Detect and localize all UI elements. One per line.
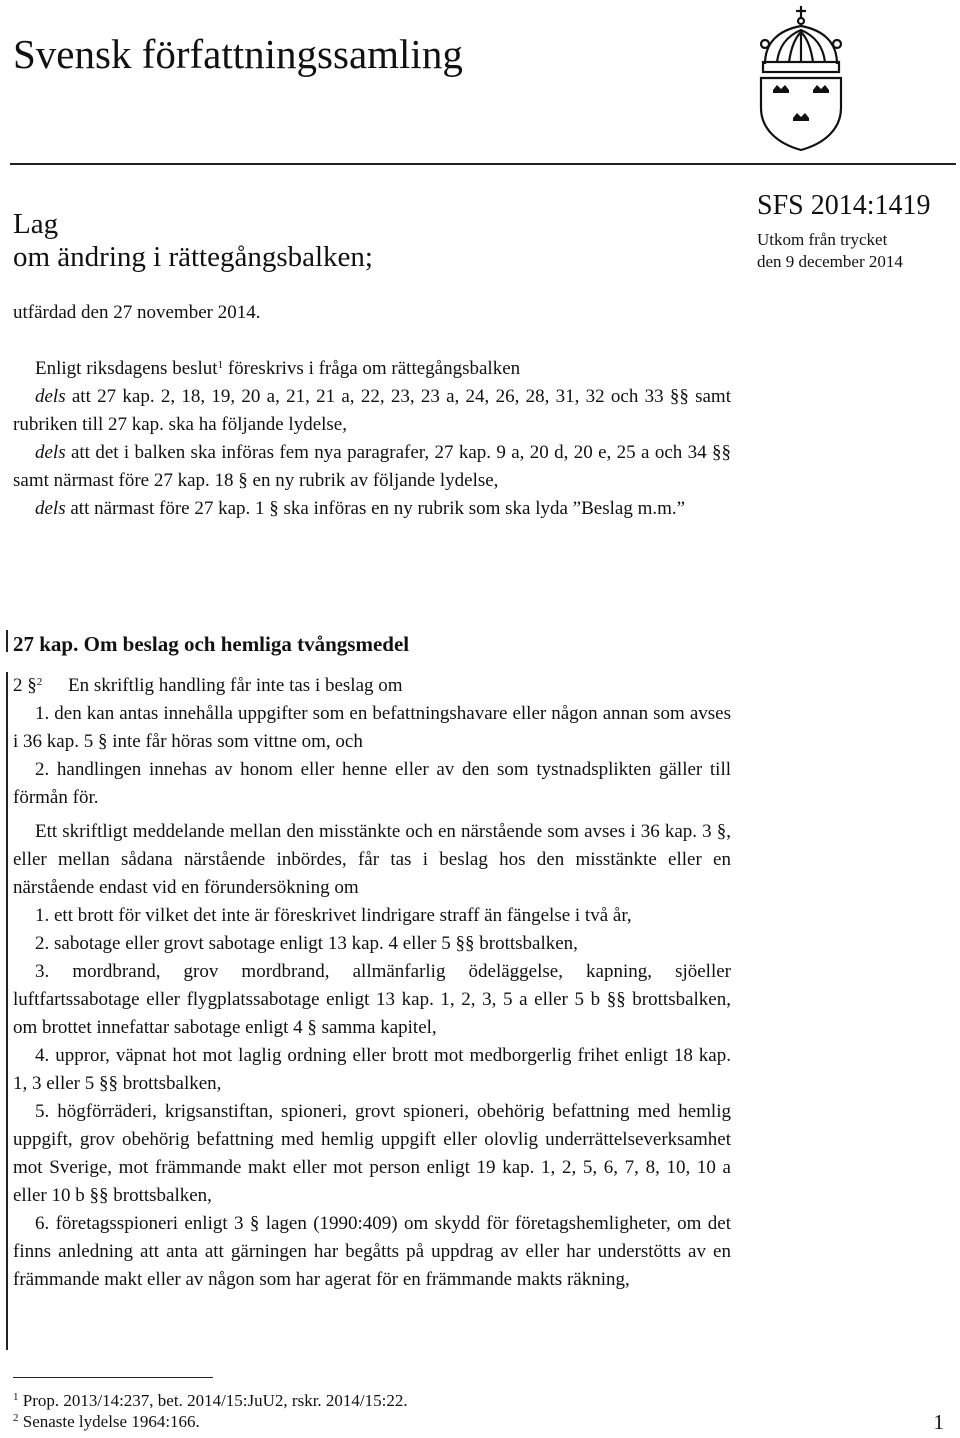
list-item: 3. mordbrand, grov mordbrand, allmänfarlig ödeläggelse, kapning, sjöeller luftfartssabotage eller flygplatssabotage enligt 13 kap. 1, 2, 3, 5 a eller 5 b §§ brottsbalken, om brottet innefattar sabotage enligt 4 § samma kapitel, bbox=[13, 961, 731, 1038]
footnote-mark: 2 bbox=[13, 1412, 19, 1424]
footnote-text: Prop. 2013/14:237, bet. 2014/15:JuU2, rskr. 2014/15:22. bbox=[18, 1391, 408, 1410]
section-number-text: 2 § bbox=[13, 675, 37, 696]
preamble-intro bbox=[13, 355, 731, 383]
preamble-clause-1 bbox=[13, 383, 731, 439]
preamble-clause-3-text: att närmast före 27 kap. 1 § ska införas en ny rubrik som ska lyda ”Beslag m.m.” bbox=[65, 498, 686, 519]
law-title-line-1: Lag bbox=[13, 208, 59, 240]
preamble-clause-2-text: att det i balken ska införas fem nya paragrafer, 27 kap. 9 a, 20 d, 20 e, 25 a och 34 §§ samt närmast före 27 kap. 18 § en ny rubrik av följande lydelse, bbox=[13, 442, 731, 491]
section-intro bbox=[13, 672, 731, 700]
header-rule bbox=[10, 163, 956, 165]
law-title-line-2: om ändring i rättegångsbalken; bbox=[13, 241, 373, 273]
list-item: 1. den kan antas innehålla uppgifter som en befattningshavare eller någon annan som avses i 36 kap. 5 § inte får höras som vittne om, och bbox=[13, 703, 731, 752]
paragraph: Ett skriftligt meddelande mellan den misstänkte och en närstående som avses i 36 kap. 3 §, eller mellan sådana närstående inbördes, får tas i beslag hos den misstänkte eller en närstående endast vid en förundersökning om bbox=[13, 821, 731, 898]
footnote-2 bbox=[13, 1411, 408, 1432]
preamble bbox=[13, 355, 731, 523]
section-intro-text: En skriftlig handling får inte tas i beslag om bbox=[68, 675, 403, 696]
footnote-1 bbox=[13, 1390, 408, 1411]
footnote-text: Senaste lydelse 1964:166. bbox=[18, 1412, 200, 1431]
preamble-intro-text: Enligt riksdagens beslut bbox=[35, 358, 218, 379]
section-2 bbox=[13, 672, 731, 1294]
issued-date: utfärdad den 27 november 2014. bbox=[13, 302, 261, 323]
footnote-rule bbox=[13, 1377, 213, 1378]
publication-line-1: Utkom från trycket bbox=[757, 230, 888, 249]
series-title: Svensk författningssamling bbox=[13, 31, 463, 77]
publication-date bbox=[757, 229, 957, 273]
list-item: 2. handlingen innehas av honom eller henne eller av den som tystnadsplikten gäller till förmån för. bbox=[13, 759, 731, 808]
dels-marker: dels bbox=[35, 498, 66, 519]
footnote-ref-1: 1 bbox=[217, 359, 224, 371]
list-item: 6. företagsspioneri enligt 3 § lagen (1990:409) om skydd för företagshemligheter, om det finns anledning att anta att gärningen har begåtts på uppdrag av eller har understötts av en främmande makt eller av någon som har agerat för en främmande makts räkning, bbox=[13, 1213, 731, 1290]
law-title bbox=[13, 208, 373, 274]
change-bar bbox=[6, 630, 8, 652]
footnote-mark: 1 bbox=[13, 1391, 19, 1403]
list-item: 5. högförräderi, krigsanstiftan, spioneri, grovt spioneri, obehörig befattning med hemlig uppgift, grov obehörig befattning med hemlig uppgift eller olovlig underrättelseverksamhet mot Sverige, mot främmande makt eller mot person enligt 19 kap. 1, 2, 5, 6, 7, 8, 10, 10 a eller 10 b §§ brottsbalken, bbox=[13, 1101, 731, 1206]
sfs-number: SFS 2014:1419 bbox=[757, 190, 931, 221]
dels-marker: dels bbox=[35, 386, 66, 407]
swedish-coat-of-arms-icon bbox=[755, 4, 847, 152]
list-item: 4. uppror, väpnat hot mot laglig ordning eller brott mot medborgerlig frihet enligt 18 kap. 1, 3 eller 5 §§ brottsbalken, bbox=[13, 1045, 731, 1094]
publication-line-2: den 9 december 2014 bbox=[757, 252, 903, 271]
footnote-ref-2: 2 bbox=[36, 676, 43, 688]
preamble-clause-3 bbox=[13, 495, 731, 523]
preamble-clause-2 bbox=[13, 439, 731, 495]
section-number bbox=[13, 672, 68, 700]
list-item: 2. sabotage eller grovt sabotage enligt 13 kap. 4 eller 5 §§ brottsbalken, bbox=[35, 933, 578, 954]
preamble-clause-1-text: att 27 kap. 2, 18, 19, 20 a, 21, 21 a, 22, 23, 23 a, 24, 26, 28, 31, 32 och 33 §§ samt rubriken till 27 kap. ska ha följande lydelse, bbox=[13, 386, 731, 435]
chapter-title: 27 kap. Om beslag och hemliga tvångsmedel bbox=[13, 632, 410, 656]
sfs-block bbox=[757, 189, 957, 273]
footnotes bbox=[13, 1390, 408, 1432]
preamble-intro-text-2: föreskrivs i fråga om rättegångsbalken bbox=[223, 358, 521, 379]
page-number: 1 bbox=[933, 1410, 944, 1434]
change-bar bbox=[6, 672, 8, 1350]
dels-marker: dels bbox=[35, 442, 66, 463]
list-item: 1. ett brott för vilket det inte är föreskrivet lindrigare straff än fängelse i två år, bbox=[35, 905, 632, 926]
